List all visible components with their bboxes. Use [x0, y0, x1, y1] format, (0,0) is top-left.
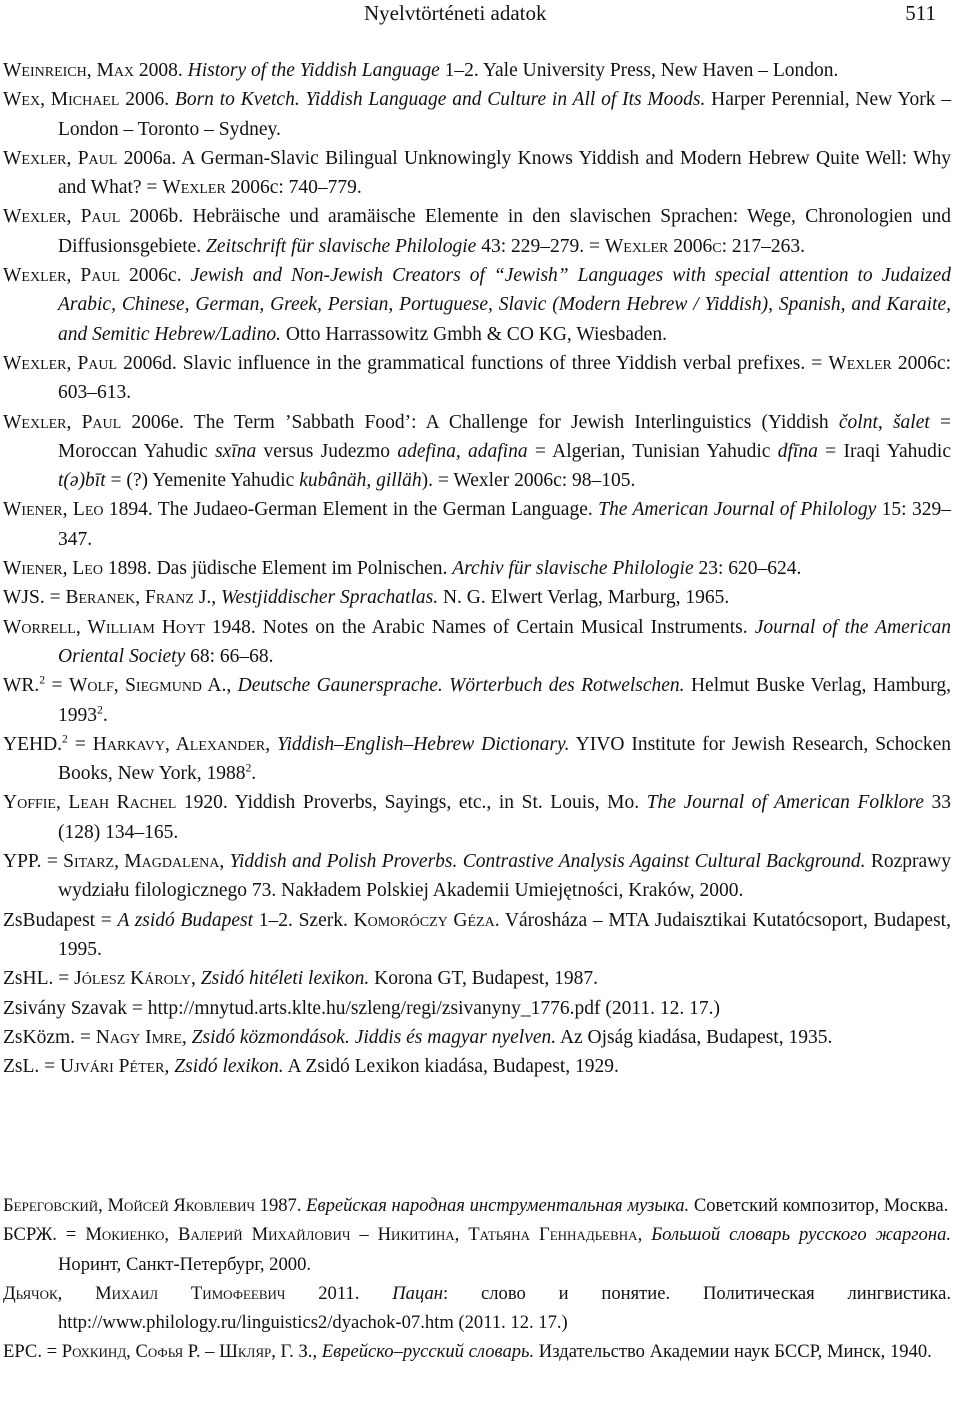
bibliography-entry: ZsHL. = Jólesz Károly, Zsidó hitéleti lexikon. Korona GT, Budapest, 1987.: [3, 968, 598, 990]
bibliography-entry: Wiener, Leo 1898. Das jüdische Element im Polnischen. Archiv für slavische Philologie 23: 620–624.: [3, 558, 802, 580]
bibliography-entry: Weinreich, Max 2008. History of the Yiddish Language 1–2. Yale University Press, New Haven – London.: [3, 60, 839, 81]
bibliography-entry: Yoffie, Leah Rachel 1920. Yiddish Proverbs, Sayings, etc., in St. Louis, Mo. The Journal of American Folklore 33 (128) 134–165.: [3, 792, 951, 843]
bibliography-entry: ЕРС. = Рохкинд, Софья Р. – Шкляр, Г. З., Еврейско–русский словарь. Издательство Академии наук БССР, Минск, 1940.: [3, 1341, 932, 1363]
bibliography-entry: WR.$^2$ = Wolf, Siegmund A., Deutsche Gaunersprache. Wörterbuch des Rotwelschen. Helmut Buske Verlag, Hamburg, 1993$^2$.: [3, 673, 952, 726]
bibliography-entry: WJS. = Beranek, Franz J., Westjiddischer Sprachatlas. N. G. Elwert Verlag, Marburg, 1965.: [3, 587, 730, 609]
bibliography-entry: ZsL. = Ujvári Péter, Zsidó lexikon. A Zsidó Lexikon kiadása, Budapest, 1929.: [3, 1056, 619, 1078]
bibliography-entry: Wexler, Paul 2006e. The Term ’Sabbath Food’: A Challenge for Jewish Interlinguistics (Yiddish čolnt, šalet = Moroccan Yahudic sxīna versus Judezmo adefina, adafina = Algerian, Tunisian Yahudic dfīna = Iraqi Yahudic t(ə)bīt = (?) Yemenite Yahudic kubânäh, gilläh). = Wexler 2006c: 98–105.: [3, 411, 951, 492]
bibliography-entry: Wexler, Paul 2006a. A German-Slavic Bilingual Unknowingly Knows Yiddish and Modern Hebrew Quite Well: Why and What? = Wexler 2006c: 740–779.: [3, 147, 951, 199]
bibliography-entry: Дьячок, Михаил Тимофеевич 2011. Пацан: слово и понятие. Политическая лингвистика. http://www.philology.ru/linguistics2/dyachok-07.htm (2011. 12. 17.): [3, 1282, 951, 1334]
bibliography-entry: Worrell, William Hoyt 1948. Notes on the Arabic Names of Certain Musical Instruments. Journal of the American Oriental Society 68: 66–68.: [3, 616, 951, 667]
bibliography-cyrillic: [3, 1191, 951, 1367]
bibliography-entry: Wexler, Paul 2006b. Hebräische und aramäische Elemente in den slavischen Sprachen: Wege, Chronologien und Diffusionsgebiete. Zeitschrift für slavische Philologie 43: 229–279. = Wexler 2006c: 217–263.: [3, 206, 951, 257]
bibliography-entry: YEHD.$^2$ = Harkavy, Alexander, Yiddish–English–Hebrew Dictionary. YIVO Institute for Jewish Research, Schocken Books, New York, 1988$^2$.: [3, 732, 952, 785]
running-title: Nyelvtörténeti adatok: [364, 1, 547, 25]
page-number: 511: [905, 1, 936, 25]
bibliography-entry: Wiener, Leo 1894. The Judaeo-German Element in the German Language. The American Journal of Philology 15: 329–347.: [3, 499, 952, 550]
running-header: [0, 0, 960, 26]
bibliography-entry: Wex, Michael 2006. Born to Kvetch. Yiddish Language and Culture in All of Its Moods. Harper Perennial, New York – London – Toronto – Sydney.: [3, 89, 952, 140]
bibliography-entry: Zsivány Szavak = http://mnytud.arts.klte.hu/szleng/regi/zsivanyny_1776.pdf (2011. 12. 17.): [3, 997, 721, 1019]
bibliography-latin: [3, 56, 951, 1081]
bibliography-entry: Wexler, Paul 2006d. Slavic influence in the grammatical functions of three Yiddish verbal prefixes. = Wexler 2006c: 603–613.: [3, 352, 951, 404]
bibliography-entry: Береговский, Мойсей Яковлевич 1987. Еврейская народная инструментальная музыка. Советский композитор, Москва.: [3, 1195, 949, 1216]
bibliography-entry: YPP. = Sitarz, Magdalena, Yiddish and Polish Proverbs. Contrastive Analysis Against Cultural Background. Rozprawy wydziału filologicznego 73. Nakładem Polskiej Akademii Umiejętności, Kraków, 2000.: [3, 851, 952, 902]
bibliography-entry: БСРЖ. = Мокиенко, Валерий Михайлович – Никитина, Татьяна Геннадьевна, Большой словарь русского жаргона. Норинт, Санкт-Петербург, 2000.: [3, 1224, 952, 1275]
bibliography-entry: ZsKözm. = Nagy Imre, Zsidó közmondások. Jiddis és magyar nyelven. Az Ojság kiadása, Budapest, 1935.: [3, 1026, 833, 1048]
bibliography-entry: ZsBudapest = A zsidó Budapest 1–2. Szerk. Komoróczy Géza. Városháza – MTA Judaisztikai Kutatócsoport, Budapest, 1995.: [3, 909, 951, 960]
bibliography-entry: Wexler, Paul 2006c. Jewish and Non-Jewish Creators of “Jewish” Languages with special attention to Judaized Arabic, Chinese, German, Greek, Persian, Portuguese, Slavic (Modern Hebrew / Yiddish), Spanish, and Karaite, and Semitic Hebrew/Ladino. Otto Harrassowitz Gmbh & CO KG, Wiesbaden.: [3, 265, 952, 345]
